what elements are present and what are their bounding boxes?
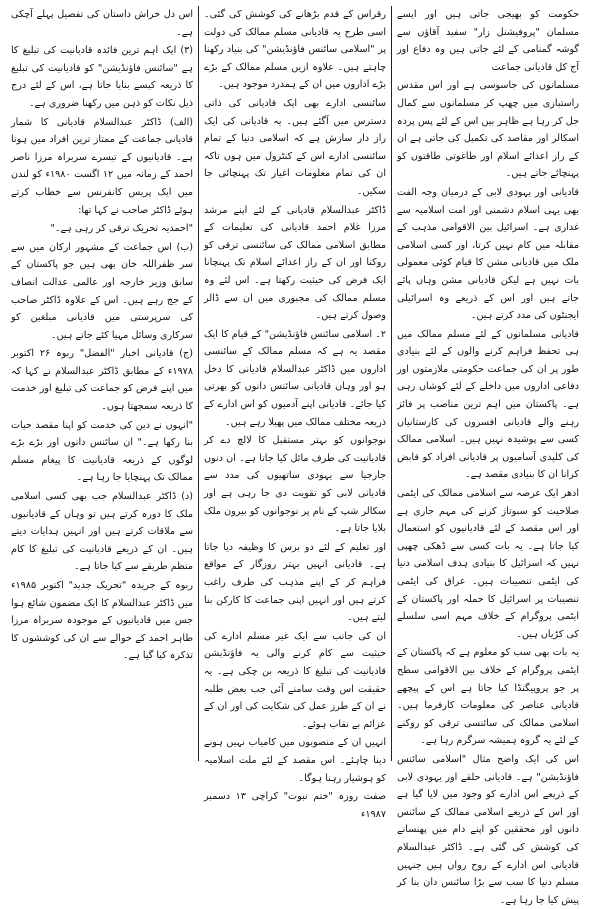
paragraph: نوجوانوں کو بہتر مستقبل کا لالچ دے کر قادیانیت کی طرف مائل کیا جاتا ہے۔ ان دنوں جارجیا سے یہودی ساتھیوں کی مدد سے قادیانی لابی کو تقویت دی جا رہی ہے اور سکالر شپ کے نام پر نوجوانوں کو بیرون ملک بلایا جاتا ہے۔: [204, 435, 386, 535]
paragraph: یہ بات بھی سب کو معلوم ہے کہ پاکستان کے ایٹمی پروگرام کے خلاف بین الاقوامی سطح پر جو پروپیگنڈا کیا جاتا ہے اس کے پیچھے قادیانی عناصر کی معلومات کارفرما ہیں۔ اسلامی ممالک کی سائنسی ترقی کو روکنے کے لئے یہ گروہ ہمیشہ سرگرم رہا ہے۔: [397, 647, 579, 747]
paragraph: (۳) ایک اہم ترین فائدہ قادیانیت کی تبلیغ کا ہے "سائنس فاؤنڈیشن" کو قادیانیت کی تبلیغ کا ذریعہ کیسے بنایا جاتا ہے، اس کے لئے درج ذیل نکات کو ذہن میں رکھنا ضروری ہے۔: [11, 45, 193, 109]
paragraph: اور تعلیم کے لئے دو برس کا وظیفہ دیا جاتا ہے۔ قادیانی انہیں بہتر روزگار کے مواقع فراہم کر کے اپنے مذہب کی طرف راغب کرتے ہیں اور انہیں اپنی جماعت کا کارکن بنا لیتے ہیں۔: [204, 541, 386, 624]
text-column-left: [6, 6, 199, 761]
paragraph: صفت روزہ "ختم نبوت" کراچی ۱۳ دسمبر ۱۹۸۷ء: [204, 791, 386, 820]
paragraph: ۲۔ اسلامی سائنس فاؤنڈیشن" کے قیام کا ایک مقصد یہ ہے کہ مسلم ممالک کے سائنسی اداروں میں ڈاکٹر عبدالسلام قادیانی کا دخل ہو اور وہاں قادیانی سائنس دانوں کو بھرتی کیا جائے۔ قادیانی اپنے آدمیوں کو اس ادارے کے ذریعہ مختلف ممالک میں پھیلا رہے ہیں۔: [204, 328, 386, 428]
paragraph: ڈاکٹر عبدالسلام قادیانی کے لئے اپنے مرشد مرزا غلام احمد قادیانی کی تعلیمات کے مطابق اسلامی ممالک کی سائنسی ترقی کو روکنا اور ان کے راز اعدائے اسلام تک پہنچانا ایک فرض کی حیثیت رکھتا ہے۔ اس لئے وہ مسلم ممالک کی مجبوری میں ان سے ڈالر وصول کرتے ہیں۔: [204, 204, 386, 322]
paragraph: قادیانی اور یہودی لابی کے درمیان وجہ الفت بھی یہی اسلام دشمنی اور امت اسلامیہ سے غداری ہے۔ اسرائیل بین الاقوامی مذہب کے مقابلہ میں کام نہیں کرتا، اور کسی اسلامی ملک میں قادیانی مشن کا قیام کوئی معمولی بات نہیں ہے لیکن قادیانی مشن وہاں پائے جاتے ہیں اور اس کے ذریعے وہ اسرائیلی ایجنٹوں کی مدد کرتے ہیں۔: [397, 186, 579, 322]
paragraph: "احمدیہ تحریک ترقی کر رہی ہے۔": [50, 223, 193, 235]
text-column-right: [392, 6, 584, 906]
paragraph: ربوہ کے جریدہ "تحریک جدید" اکتوبر ۱۹۸۵ء میں ڈاکٹر عبدالسلام کا ایک مضمون شائع ہوا جس میں قادیانیوں کے موجودہ سربراہ مرزا طاہر احمد کے حوالے سے ان کی کوششوں کا تذکرہ کیا گیا ہے۔: [11, 580, 193, 662]
paragraph: "انہوں نے دین کی خدمت کو اپنا مقصد حیات بنا رکھا ہے۔" ان سائنس دانوں اور بڑے بڑے لوگوں کے ذریعہ قادیانیت کا پیغام مسلم ممالک تک پہنچایا جا رہا ہے۔: [11, 419, 193, 484]
paragraph: انہیں ان کے منصوبوں میں کامیاب نہیں ہونے دینا چاہئے۔ اس مقصد کے لئے ملت اسلامیہ کو ہوشیار رہنا ہوگا۔: [204, 737, 386, 784]
paragraph: اس دل خراش داستان کی تفصیل پہلے آچکی ہے۔: [11, 9, 193, 38]
paragraph: ان کی جانب سے ایک غیر مسلم ادارے کی حیثیت سے کام کرنے والی یہ فاؤنڈیشن قادیانیت کی تبلیغ کا ذریعہ بن چکی ہے۔ یہ حقیقت اس وقت سامنے آئی جب بعض طلبہ نے ان کے طرز عمل کی شکایت کی اور ان کے عزائم بے نقاب ہوئے۔: [204, 630, 386, 730]
paragraph: (الف) ڈاکٹر عبدالسلام قادیانی کا شمار قادیانی جماعت کے ممتاز ترین افراد میں ہوتا ہے۔ قادیانیوں کے تیسرے سربراہ مرزا ناصر احمد کے زمانہ میں ۱۲ اگست ۱۹۸۰ء کو لندن میں ایک پریس کانفرنس سے خطاب کرتے ہوئے ڈاکٹر صاحب نے کہا تھا:: [11, 116, 193, 216]
paragraph: حکومت کو بھیجی جاتی ہیں اور ایسے مسلمان "پروفیشنل زار" سفید آقاؤں سے گوشہ گمنامی کے لئے جاتی ہیں وہ دفاع اور آج کل قادیانی جماعت: [397, 9, 579, 73]
paragraph: (ب) اس جماعت کے مشہور ارکان میں سے سر ظفراللہ خان بھی ہیں جو پاکستان کے سابق وزیر خارجہ اور عالمی عدالت انصاف کے جج رہے ہیں۔ اس کے علاوہ ڈاکٹر صاحب کی سرپرستی میں قادیانی مبلغین کو سرکاری وسائل مہیا کئے جاتے ہیں۔: [11, 241, 193, 341]
paragraph: رقراس کے قدم بڑھانے کی کوشش کی گئی۔ اسی طرح یہ قادیانی مسلم ممالک کی دولت پر "اسلامی سائنس فاؤنڈیشن" کی بنیاد رکھنا چاہتے ہیں۔ علاوہ ازیں مسلم ممالک کے بڑے بڑے اداروں میں ان کے ہمدرد موجود ہیں۔: [204, 9, 386, 91]
paragraph: سائنسی ادارے بھی ایک قادیانی کی ذاتی دسترس میں آگئے ہیں۔ یہ قادیانی کی ایک راز دار سازش ہے کہ اسلامی دنیا کے تمام سائنسی ادارے اس کے کنٹرول میں ہوں تاکہ ان کی تمام معلومات اغیار تک پہنچائی جا سکیں۔: [204, 97, 386, 197]
text-column-middle: [199, 6, 392, 820]
paragraph: قادیانی مسلمانوں کے لئے مسلم ممالک میں ہی تحفظ فراہم کرنے والوں کے لئے بنیادی طور پر ان کی جماعت حکومتی ملازمتوں اور دفاعی اداروں میں داخلے کے لئے کوشاں رہی ہے۔ پاکستان میں اہم ترین مناصب پر فائز رہنے والے قادیانی افسروں کی کارستانیاں کسی سے پوشیدہ نہیں ہیں۔ اسلامی ممالک کی کلیدی آسامیوں پر قادیانی افراد کو قابض کرانا ان کا بنیادی مقصد ہے۔: [397, 328, 579, 481]
paragraph: مسلمانوں کی جاسوسی ہے اور اس مقدس راستبازی میں چھپ کر مسلمانوں سے کمال جل کر رہا ہے ظاہر بیں اس کے لئے پس پردہ اسکالر اور مقاصد کی تکمیل کی جاتی ہے ان کے راز اعدائے اسلام اور طاغوتی طاقتوں کو پہنچائے جاتے ہیں۔: [397, 80, 579, 180]
paragraph: ادھر ایک عرصہ سے اسلامی ممالک کی ایٹمی صلاحیت کو سبوتاژ کرنے کی مہم جاری ہے اور اس مقصد کے لئے قادیانیوں کو استعمال کیا جاتا ہے۔ یہ بات کسی سے ڈھکی چھپی نہیں کہ اسرائیل کا بنیادی ہدف اسلامی دنیا کی ایٹمی تنصیبات ہیں۔ عراق کی ایٹمی تنصیبات پر اسرائیل کا حملہ اور پاکستان کے ایٹمی پروگرام کے خلاف مہم اسی سلسلے کی کڑیاں ہیں۔: [397, 488, 579, 640]
paragraph: اس کی ایک واضح مثال "اسلامی سائنس فاؤنڈیشن" ہے۔ قادیانی حلقے اور یہودی لابی کے ذریعے اس ادارے کو وجود میں لایا گیا ہے اور اس کے ذریعے اسلامی ممالک کے سائنس دانوں اور محققین کو اپنے دام میں پھنسانے کی کوشش کی گئی ہے۔ ڈاکٹر عبدالسلام قادیانی اس ادارے کے روح رواں ہیں جنہیں مسلم دنیا کا سب سے بڑا سائنس دان بنا کر پیش کیا جا رہا ہے۔: [397, 753, 579, 906]
paragraph: (ج) قادیانی اخبار "الفضل" ربوہ ۲۶ اکتوبر ۱۹۷۸ء کے مطابق ڈاکٹر عبدالسلام نے کہا کہ میں اپنے فرض کو جماعت کی تبلیغ اور خدمت کا ذریعہ سمجھتا ہوں۔: [11, 348, 193, 413]
paragraph: (د) ڈاکٹر عبدالسلام جب بھی کسی اسلامی ملک کا دورہ کرتے ہیں تو وہاں کے قادیانیوں سے ملاقات کرتے ہیں اور انہیں ہدایات دیتے ہیں۔ ان کے ذریعے قادیانیت کی تبلیغ کا کام منظم طریقے سے کیا جاتا ہے۔: [11, 491, 193, 573]
